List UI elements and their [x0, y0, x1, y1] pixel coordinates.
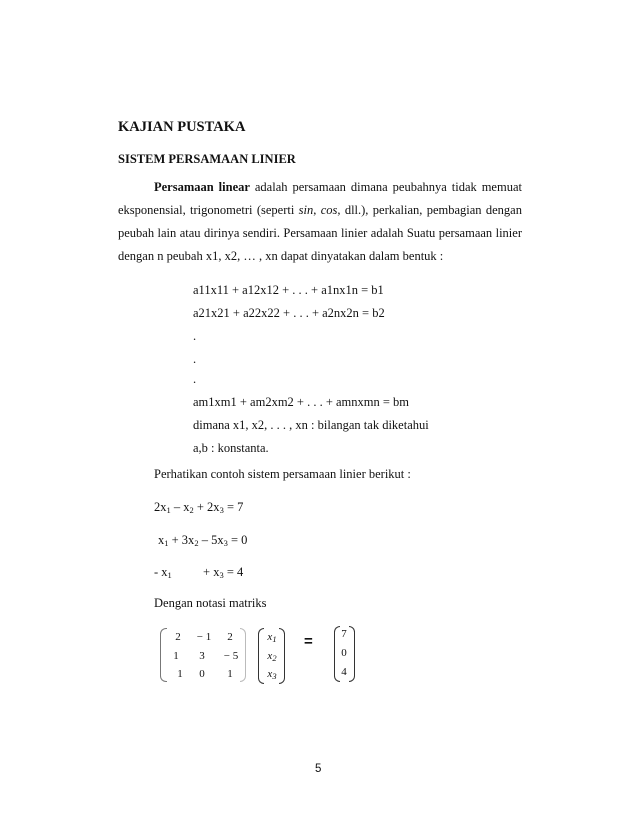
sin-italic: sin: [298, 203, 314, 217]
matrix-a-cell: − 5: [223, 650, 239, 662]
equals-sign: =: [304, 633, 313, 650]
vector-b-entry: 7: [341, 628, 347, 640]
matrix-a-cell: 1: [227, 668, 233, 680]
vector-x-entry: $x_1$: [267, 631, 277, 644]
term-bold: Persamaan linear: [154, 180, 250, 194]
section-heading: KAJIAN PUSTAKA: [118, 119, 246, 135]
where-clause: dimana x1, x2, . . . , xn : bilangan tak diketahui: [193, 418, 429, 432]
vector-b-entry: 4: [341, 666, 347, 678]
example-eq-1: $2x_1 - x_2 + 2x_3 = 7$: [154, 500, 244, 515]
ellipsis-dot-1: .: [193, 329, 197, 343]
vector-b-entry: 0: [341, 647, 347, 659]
example-eq-2: $x_1 + 3x_2 - 5x_3 = 0$: [158, 533, 248, 548]
paragraph-line-4: dengan n peubah x1, x2, … , xn dapat dinyatakan dalam bentuk :: [118, 249, 444, 263]
general-eq-2: a21x21 + a22x22 + . . . + a2nx2n = b2: [193, 306, 385, 320]
general-eq-1: a11x11 + a12x12 + . . . + a1nx1n = b1: [193, 283, 384, 297]
cos-italic: cos: [320, 203, 338, 217]
matrix-a-cell: 2: [175, 631, 181, 643]
matrix-intro: Dengan notasi matriks: [154, 596, 267, 610]
matrix-a-cell: 0: [199, 668, 205, 680]
paragraph-line-3: peubah lain atau dirinya sendiri. Persamaan linier adalah Suatu persamaan linier: [118, 226, 522, 240]
matrix-a-cell: − 1: [196, 631, 212, 643]
vector-x-entry: $x_2$: [267, 650, 277, 663]
vector-b-right-bracket: [349, 626, 355, 682]
ellipsis-dot-2: .: [193, 352, 197, 366]
paragraph-line-2: eksponensial, trigonometri (seperti sin, cos, dll.), perkalian, pembagian dengan: [118, 203, 522, 217]
example-eq-3: - $x_1$ + $x_3 = 4$: [154, 565, 244, 580]
matrix-a-cell: 3: [199, 650, 205, 662]
definition-paragraph: [118, 176, 522, 268]
vector-x-right-bracket: [279, 628, 285, 684]
matrix-a-cell: 1: [173, 650, 179, 662]
matrix-a-right-bracket: [240, 628, 246, 682]
example-intro: Perhatikan contoh sistem persamaan linier berikut :: [154, 467, 411, 481]
page-number: 5: [315, 763, 322, 775]
general-eq-m: am1xm1 + am2xm2 + . . . + amnxmn = bm: [193, 395, 410, 409]
vector-x-entry: $x_3$: [267, 668, 277, 681]
matrix-a-cell: 2: [227, 631, 233, 643]
matrix-a-cell: 1: [177, 668, 183, 680]
subsection-heading: SISTEM PERSAMAAN LINIER: [118, 152, 296, 166]
constants-clause: a,b : konstanta.: [193, 441, 269, 455]
ellipsis-dot-3: .: [193, 372, 197, 386]
paragraph-line-1: Persamaan linear adalah persamaan dimana peubahnya tidak memuat: [154, 180, 522, 194]
